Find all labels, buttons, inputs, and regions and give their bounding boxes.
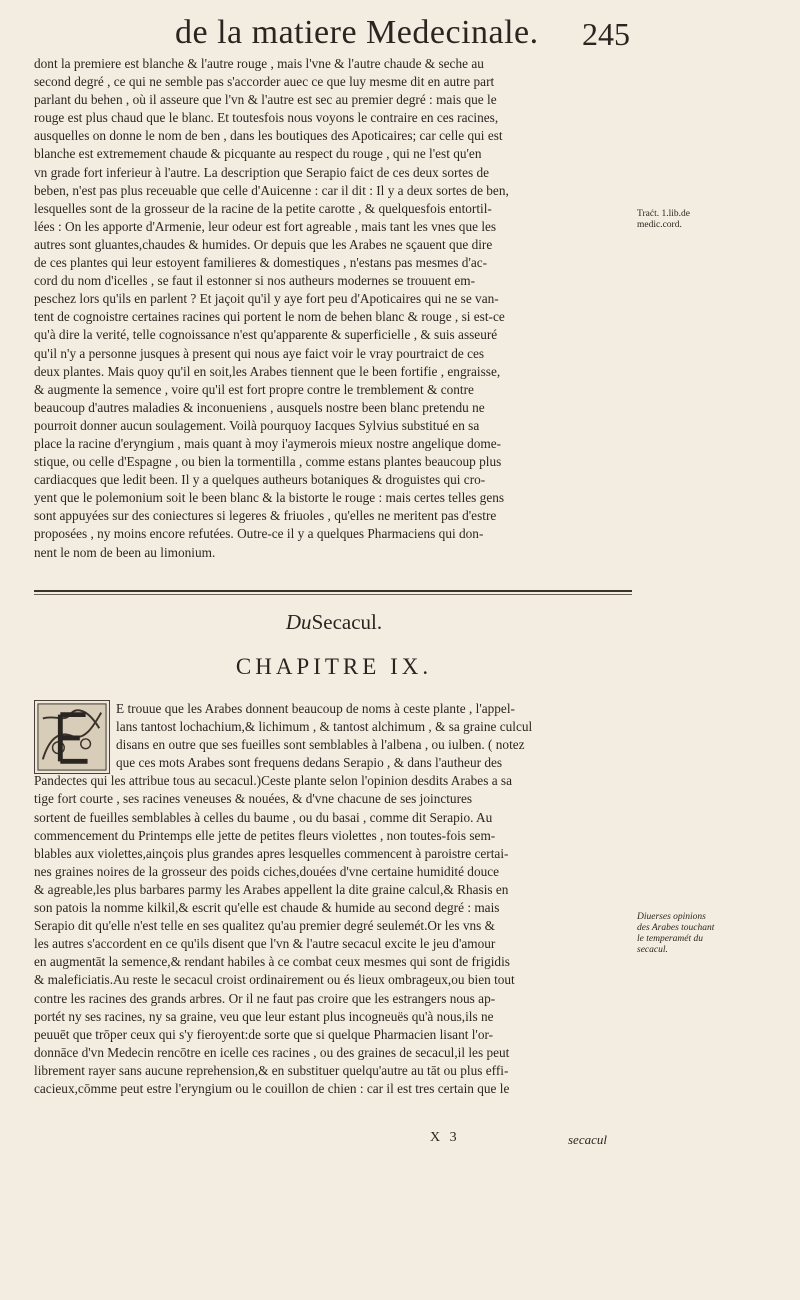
text-line: cord du nom d'icelles , se faut il estonner si nos autheurs modernes se trouuent em- [34,273,476,289]
text-line: les autres s'accordent en ce qu'ils disent que l'vn & l'autre secacul excite le jeu d'amour [34,936,496,952]
text-line: nes graines noires de la grosseur des poids ciches,douées d'vne certaine humidité douce [34,863,500,879]
text-line: autres sont gluantes,chaudes & humides. Or depuis que les Arabes ne sçauent que dire [34,236,493,252]
running-title: de la matiere Medecinale. [175,14,539,51]
margin-note-2: Diuerses opinions des Arabes touchant le temperamét du secacul. [637,912,715,955]
text-line: Serapio dit qu'elle n'est telle en ses qualitez qu'au premier degré seulemét.Or les vns & [34,918,495,934]
section-title-prefix: Du [285,610,312,634]
text-line: vn grade fort inferieur à l'autre. La description que Serapio faict de ces deux sortes de [34,164,490,180]
text-line: & augmente la semence , voire qu'il est fort propre contre le tremblement & contre [34,381,474,397]
running-head [40,14,630,54]
text-line: stique, ou celle d'Espagne , ou bien la tormentilla , comme estans plantes beaucoup plus [34,454,502,470]
text-line: parlant du behen , où il asseure que l'vn & l'autre est sec au premier degré : mais que le [34,92,497,108]
text-line: blables aux violettes,ainçois plus grandes apres lesquelles commencent à paroistre certai- [34,845,509,861]
section-title [0,610,668,635]
text-line: lesquelles sont de la grosseur de la racine de la petite carotte , & quelquesfois entortil- [34,200,492,216]
text-line: disans en outre que ses fueilles sont semblables à l'albena , ou iulben. ( notez [116,737,525,753]
text-line: rouge est plus chaud que le blanc. Et toutesfois nous voyons le contraire en ces racines, [34,110,499,126]
section2-text [34,700,634,1098]
page-number: 245 [582,16,630,52]
text-line: yent que le polemonium soit le been blanc & la bistorte le rouge : mais certes telles gens [34,490,505,506]
text-line: beaucoup d'autres maladies & inconueniens , ausquels nostre been blanc pretendu ne [34,399,485,415]
text-line: que ces mots Arabes sont frequens dedans Serapio , & dans l'autheur des [116,755,503,771]
margin-note-1: Traćt. 1.lib.de medic.cord. [637,209,690,230]
text-line: sont appuyées sur des coniectures si legeres & friuoles , qu'elles ne meritent pas d'estre [34,508,497,524]
section-divider-thin [34,594,632,595]
text-line: peuuēt que trōper ceux qui s'y fieroyent:de sorte que si quelque Pharmacien lisant l'or- [34,1026,494,1042]
text-line: sortent de fueilles semblables à celles du baume , ou du basai , comme dit Serapio. Au [34,809,493,825]
text-line: peschez lors qu'ils en parlent ? Et jaçoit qu'il y aye fort peu d'Apoticaires qui ne se van- [34,291,499,307]
text-line: en augmentāt la semence,& rendant habiles à ce combat ceux mesmes qui sont de frigidis [34,954,510,970]
signature-mark: X 3 [430,1130,460,1145]
text-line: de ces plantes qui leur estoyent familieres & domestiques , n'estans pas mesmes d'ac- [34,255,488,271]
section1-text [34,55,634,562]
section-title-name: Secacul. [311,610,383,634]
text-line: qu'à dire la verité, telle cognoissance n'est qu'apparente & superficielle , & suis asseuré [34,327,498,343]
text-line: donnāce d'vn Medecin rencōtre en icelle ces racines , ou des graines de secacul,il les peut [34,1044,510,1060]
text-line: Pandectes qui les attribue tous au secacul.)Ceste plante selon l'opinion desdits Arabes a sa [34,773,513,789]
text-line: cacieux,cōmme peut estre l'eryngium ou le couillon de chien : car il est tres certain que le [34,1080,510,1096]
text-line: ausquelles on donne le nom de ben , dans les boutiques des Apoticaires; car celle qui est [34,128,503,144]
text-line: contre les racines des grands arbres. Or il ne faut pas croire que les estrangers nous ap- [34,990,496,1006]
text-line: E trouue que les Arabes donnent beaucoup de noms à ceste plante , l'appel- [116,701,515,716]
text-line: librement rayer sans aucune reprehension,& en substituer quelqu'autre au tāt ou plus effi- [34,1062,509,1078]
text-line: & agreable,les plus barbares parmy les Arabes appellent la dite graine calcul,& Rhasis en [34,881,509,897]
text-line: nent le nom de been au limonium. [34,544,216,560]
text-line: blanche est extremement chaude & picquante au respect du rouge , qui ne l'est qu'en [34,146,482,162]
section-divider [34,590,632,592]
text-line: lans tantost lochachium,& lichimum , & tantost alchimum , & sa graine culcul [116,719,533,735]
text-line: deux plantes. Mais quoy qu'il en soit,les Arabes tiennent que le been fortifie , engraisse, [34,363,501,379]
text-line: place la racine d'eryngium , mais quant à moy i'aymerois mieux nostre angelique dome- [34,435,502,451]
text-line: dont la premiere est blanche & l'autre rouge , mais l'vne & l'autre chaude & seche au [34,56,484,71]
text-line: cardiacques que ledit been. Il y a quelques autheurs botaniques & droguistes qui cro- [34,472,486,488]
text-line: second degré , ce qui ne semble pas s'accorder auec ce que luy mesme dit en autre part [34,74,495,90]
text-line: & maleficiatis.Au reste le secacul croist ordinairement ou és lieux ombrageux,ou bien tout [34,972,515,988]
text-line: tige fort courte , ses racines veneuses & nouées, & d'vne chacune de ses joinctures [34,791,473,807]
text-line: tent de cognoistre certaines racines qui portent le nom de behen blanc & rouge , si est-ce [34,309,505,325]
text-line: pourroit donner aucun soulagement. Voilà pourquoy Iacques Sylvius substitué en sa [34,417,480,433]
text-line: qu'il n'y a personne jusques à present qui nous aye faict voir le vray pourtraict de ces [34,345,485,361]
catchword: secacul [568,1132,607,1147]
text-line: son patois la nomme kilkil,& escrit qu'elle est chaude & humide au second degré : mais [34,900,500,916]
text-line: lées : On les apporte d'Armenie, leur odeur est fort agreable , mais tant les vnes que les [34,218,497,234]
text-line: commencement du Printemps elle jette de petites fleurs violettes , non toutes-fois sem- [34,827,496,843]
chapter-title: CHAPITRE IX. [235,654,433,679]
text-line: beben, n'est pas plus receuable que celle d'Auicenne : car il dit : Il y a deux sortes de ben, [34,182,509,198]
text-line: portét ny ses racines, ny sa graine, veu que leur estant plus incogneuës qu'à nous,ils ne [34,1008,494,1024]
text-line: proposées , ny moins encore refutées. Outre-ce il y a quelques Pharmaciens qui don- [34,526,484,542]
